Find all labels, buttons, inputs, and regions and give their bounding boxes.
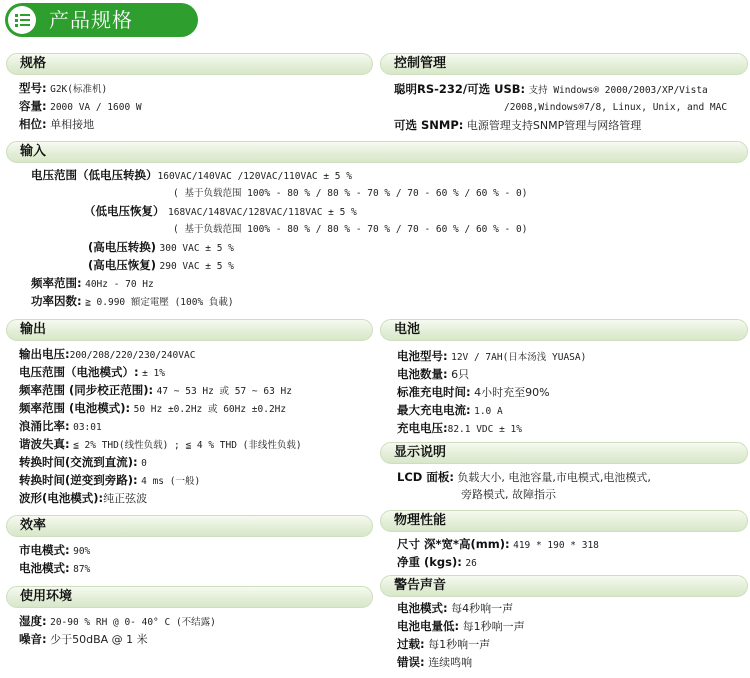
spec-capacity: 容量: 2000 VA / 1600 W [19, 99, 142, 113]
section-title: 显示说明 [394, 445, 447, 460]
section-title: 规格 [20, 56, 47, 71]
section-header-alarm [380, 575, 748, 597]
alarm-low-battery: 电池电量低: 每1秒响一声 [397, 619, 525, 633]
section-header-input [6, 141, 748, 163]
spec-model: 型号: G2K(标准机) [19, 81, 108, 95]
input-low-recovery-load: ( 基于负载范围 100% - 80 % / 80 % - 70 % / 70 - 60 % / 60 % - 0) [173, 224, 528, 235]
output-voltage-range: 电压范围（电池模式）: ± 1% [19, 365, 165, 379]
output-transfer-bypass: 转换时间(逆变到旁路): 4 ms (一般) [19, 473, 201, 487]
section-title: 效率 [20, 518, 47, 533]
output-waveform: 波形(电池模式):纯正弦波 [19, 491, 148, 505]
section-title: 使用环境 [20, 589, 73, 604]
alarm-fault: 错误: 连续鸣响 [397, 655, 473, 669]
section-title: 电池 [394, 322, 421, 337]
output-thd: 谐波失真: ≦ 2% THD(线性负载) ; ≦ 4 % THD (非线性负载) [19, 437, 302, 451]
output-voltage: 输出电压:200/208/220/230/240VAC [19, 347, 196, 361]
control-os: /2008,Windows®7/8, Linux, Unix, and MAC [504, 102, 728, 113]
section-header-physical [380, 510, 748, 532]
section-header-control [380, 53, 748, 75]
input-low-recovery: （低电压恢复） 168VAC/148VAC/128VAC/118VAC ± 5 % [84, 204, 357, 218]
display-lcd-cont: 旁路模式, 故障指示 [461, 488, 556, 501]
section-header-environment [6, 586, 373, 608]
section-header-battery [380, 319, 748, 341]
section-title: 警告声音 [394, 578, 447, 593]
input-high-recovery: (高电压恢复) 290 VAC ± 5 % [88, 258, 234, 272]
section-header-efficiency [6, 515, 373, 537]
section-title: 控制管理 [394, 56, 447, 71]
input-voltage-load: ( 基于负载范围 100% - 80 % / 80 % - 70 % / 70 - 60 % / 60 % - 0) [173, 188, 528, 199]
battery-recharge-time: 标准充电时间: 4小时充至90% [397, 385, 550, 399]
section-title: 输入 [20, 144, 47, 159]
output-freq-battery: 频率范围 (电池模式): 50 Hz ±0.2Hz 或 60Hz ±0.2Hz [19, 401, 287, 415]
input-power-factor: 功率因数: ≧ 0.990 額定電壓 (100% 負載) [31, 294, 234, 308]
spec-banner [5, 3, 198, 37]
section-title: 输出 [20, 322, 47, 337]
battery-quantity: 电池数量: 6只 [397, 367, 470, 381]
spec-phase: 相位: 单相接地 [19, 117, 95, 131]
battery-charge-current: 最大充电电流: 1.0 A [397, 403, 503, 417]
section-title: 物理性能 [394, 513, 447, 528]
output-crest-ratio: 浪涌比率: 03:01 [19, 419, 102, 433]
banner-title: 产品规格 [49, 8, 133, 32]
control-snmp: 可选 SNMP: 电源管理支持SNMP管理与网络管理 [394, 118, 642, 132]
battery-type: 电池型号: 12V / 7AH(日本汤浅 YUASA) [397, 349, 587, 363]
environment-noise: 噪音: 少于50dBA @ 1 米 [19, 632, 148, 646]
alarm-battery-mode: 电池模式: 每4秒响一声 [397, 601, 514, 615]
input-high-transfer: (高电压转换) 300 VAC ± 5 % [88, 240, 234, 254]
efficiency-ac: 市电模式: 90% [19, 543, 91, 557]
output-freq-sync: 频率范围 (同步校正范围): 47 ~ 53 Hz 或 57 ~ 63 Hz [19, 383, 292, 397]
input-frequency: 频率范围: 40Hz - 70 Hz [31, 276, 154, 290]
physical-dimension: 尺寸 深*宽*高(mm): 419 * 190 * 318 [397, 537, 599, 551]
efficiency-battery: 电池模式: 87% [19, 561, 91, 575]
input-voltage-range: 电压范围（低电压转换）160VAC/140VAC /120VAC/110VAC ± 5 % [31, 168, 352, 182]
physical-weight: 净重 (kgs): 26 [397, 555, 477, 569]
control-usb: 聪明RS-232/可选 USB: 支持 Windows® 2000/2003/XP/Vista [394, 82, 708, 96]
list-icon [8, 6, 36, 34]
environment-humidity: 湿度: 20-90 % RH @ 0- 40° C (不结露) [19, 614, 216, 628]
display-lcd: LCD 面板: 负载大小, 电池容量,市电模式,电池模式, [397, 470, 651, 484]
section-header-output [6, 319, 373, 341]
battery-charge-voltage: 充电电压:82.1 VDC ± 1% [397, 421, 522, 435]
alarm-overload: 过载: 每1秒响一声 [397, 637, 491, 651]
section-header-spec [6, 53, 373, 75]
section-header-display [380, 442, 748, 464]
output-transfer-ac-dc: 转换时间(交流到直流): 0 [19, 455, 147, 469]
